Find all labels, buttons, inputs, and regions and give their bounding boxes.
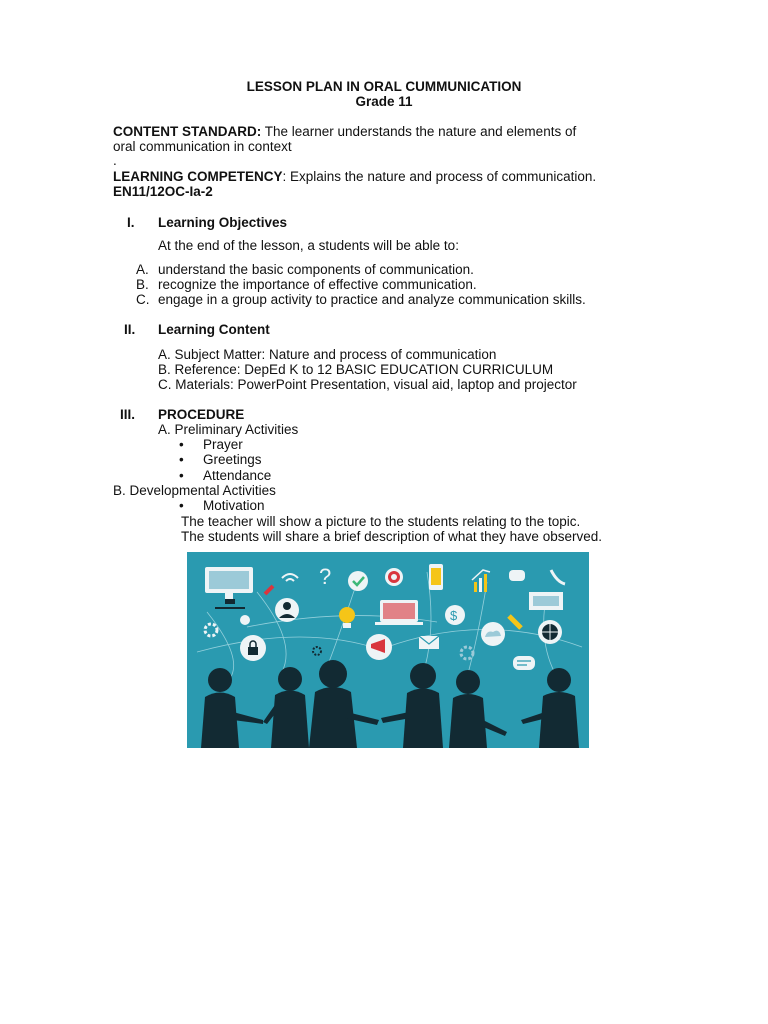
section-numeral-content: II. (124, 322, 136, 337)
section-numeral-procedure: III. (120, 407, 136, 422)
dashboard-icon (529, 592, 563, 610)
learning-competency-text: : Explains the nature and process of communication. (282, 169, 597, 184)
svg-text:$: $ (450, 608, 458, 623)
chat-bubble-icon (509, 570, 525, 581)
check-icon (348, 571, 368, 591)
document-title: LESSON PLAN IN ORAL CUMMUNICATION (246, 79, 522, 94)
bullet-item: • Prayer (203, 437, 243, 452)
section-heading-objectives: Learning Objectives (158, 215, 288, 230)
target-icon (385, 568, 403, 586)
dollar-icon (445, 605, 465, 625)
section-heading-procedure: PROCEDURE (158, 407, 245, 422)
lock-icon (240, 635, 266, 661)
speech-bubble-icon (513, 656, 535, 670)
cloud-icon (481, 622, 505, 646)
objective-letter: C. (136, 292, 150, 307)
globe-icon (538, 620, 562, 644)
user-profile-icon (275, 598, 299, 622)
envelope-icon (419, 636, 439, 649)
smartphone-icon (429, 564, 443, 590)
preliminary-activities-label: A. Preliminary Activities (158, 422, 299, 437)
grade-label: Grade 11 (355, 94, 413, 109)
content-standard-label: CONTENT STANDARD: (113, 124, 262, 139)
objective-text: engage in a group activity to practice and analyze communication skills. (158, 292, 586, 307)
learning-competency-label: LEARNING COMPETENCY (113, 169, 283, 184)
section-heading-content: Learning Content (158, 322, 270, 337)
competency-code: EN11/12OC-Ia-2 (113, 184, 213, 199)
objective-letter: A. (136, 262, 149, 277)
content-item: A. Subject Matter: Nature and process of communication (158, 347, 497, 362)
learning-competency-line (113, 169, 596, 184)
section-numeral-objectives: I. (127, 215, 135, 230)
bullet-item: • Attendance (203, 468, 271, 483)
content-standard-line2: oral communication in context (113, 139, 292, 154)
question-mark-icon: ? (319, 564, 332, 589)
objective-text: understand the basic components of communication. (158, 262, 474, 277)
developmental-activities-label: B. Developmental Activities (113, 483, 276, 498)
objectives-intro: At the end of the lesson, a students will be able to: (158, 238, 459, 253)
content-standard-text: The learner understands the nature and elements of (261, 124, 577, 139)
motivation-text-line2: The students will share a brief description of what they have observed. (181, 529, 602, 544)
communication-illustration (187, 552, 589, 748)
bulb-outline-icon (240, 615, 250, 625)
content-standard-line1 (113, 124, 655, 139)
content-item: C. Materials: PowerPoint Presentation, visual aid, laptop and projector (158, 377, 577, 392)
stray-period: . (113, 153, 117, 168)
bullet-item: • Greetings (203, 452, 262, 467)
bullet-item: • Motivation (203, 498, 265, 513)
objective-text: recognize the importance of effective communication. (158, 277, 477, 292)
megaphone-icon (366, 634, 392, 660)
motivation-text-line1: The teacher will show a picture to the students relating to the topic. (181, 514, 581, 529)
content-item: B. Reference: DepEd K to 12 BASIC EDUCATION CURRICULUM (158, 362, 554, 377)
laptop-icon (375, 600, 423, 625)
objective-letter: B. (136, 277, 149, 292)
